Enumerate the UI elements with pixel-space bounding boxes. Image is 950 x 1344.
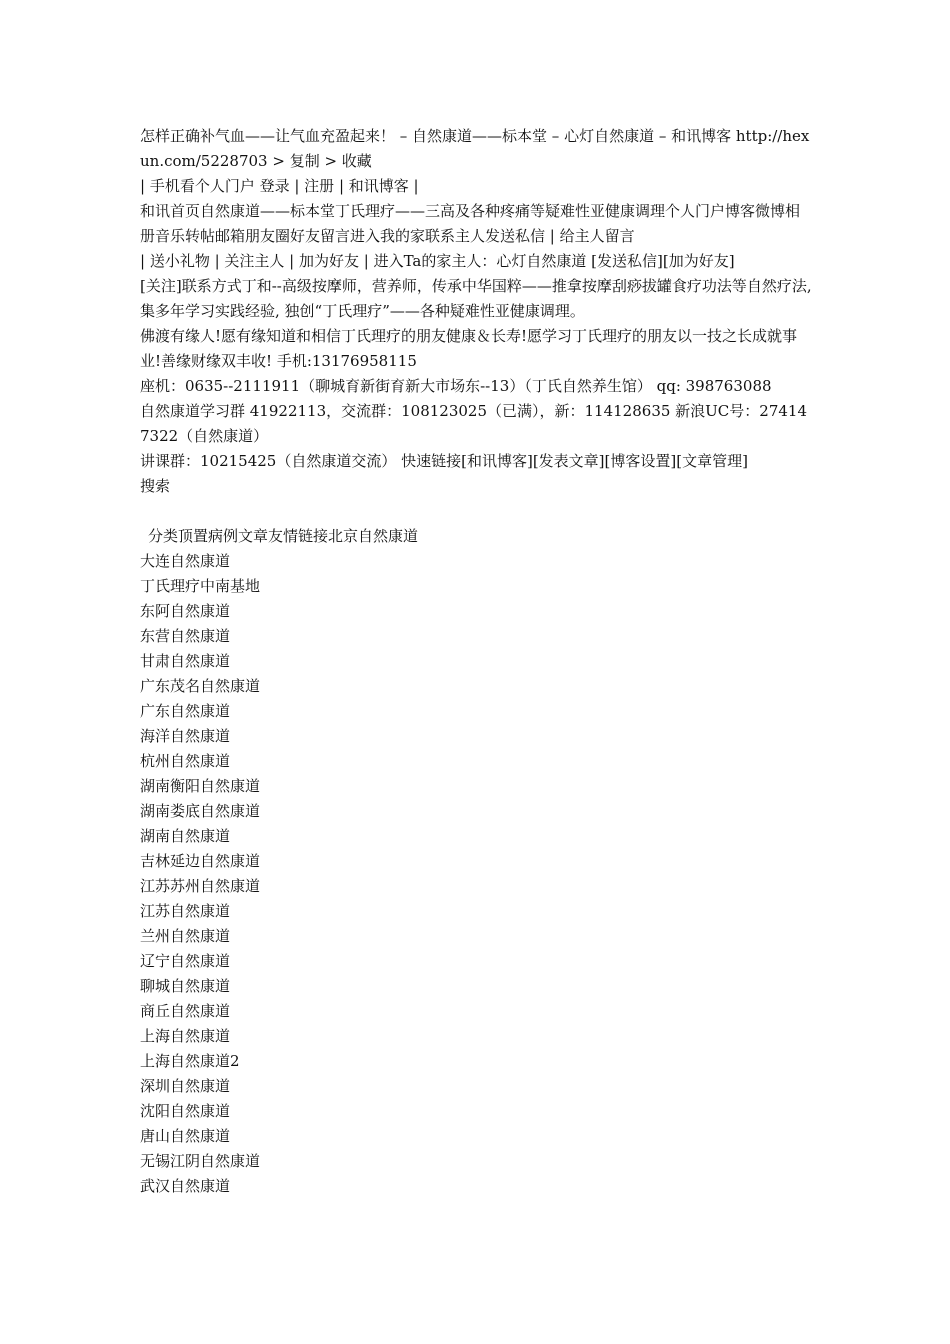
friend-link-item[interactable]: 辽宁自然康道 bbox=[140, 952, 231, 970]
profile-intro: [关注]联系方式丁和--高级按摩师，营养师，传承中华国粹——推拿按摩刮痧拔罐食疗功法等自然疗法,集多年学习实践经验, 独创“丁氏理疗”——各种疑难性亚健康调理。 bbox=[140, 277, 812, 320]
friend-link-item[interactable]: 湖南自然康道 bbox=[140, 827, 231, 845]
friend-link-item[interactable]: 深圳自然康道 bbox=[140, 1077, 231, 1095]
friend-link-item[interactable]: 丁氏理疗中南基地 bbox=[140, 577, 261, 595]
friend-link-item[interactable]: 东阿自然康道 bbox=[140, 602, 231, 620]
friend-link-item[interactable]: 商丘自然康道 bbox=[140, 1002, 231, 1020]
friend-link-item[interactable]: 江苏自然康道 bbox=[140, 902, 231, 920]
friend-link-item[interactable]: 上海自然康道2 bbox=[140, 1052, 240, 1070]
friend-link-item[interactable]: 湖南衡阳自然康道 bbox=[140, 777, 261, 795]
profile-groups: 自然康道学习群 41922113，交流群：108123025（已满），新：114128635 新浪UC号：274147322（自然康道） bbox=[140, 402, 808, 445]
friend-link-item[interactable]: 广东自然康道 bbox=[140, 702, 231, 720]
friend-link-item[interactable]: 江苏苏州自然康道 bbox=[140, 877, 261, 895]
friend-link-item[interactable]: 广东茂名自然康道 bbox=[140, 677, 261, 695]
friend-link-item[interactable]: 大连自然康道 bbox=[140, 552, 231, 570]
friend-link-item[interactable]: 杭州自然康道 bbox=[140, 752, 231, 770]
top-nav[interactable]: | 手机看个人门户 登录 | 注册 | 和讯博客 | bbox=[140, 177, 419, 195]
blank-line bbox=[140, 499, 812, 524]
friend-link-item[interactable]: 东营自然康道 bbox=[140, 627, 231, 645]
friend-link-item[interactable]: 聊城自然康道 bbox=[140, 977, 231, 995]
friend-link-item[interactable]: 武汉自然康道 bbox=[140, 1177, 231, 1195]
profile-phone: 座机：0635--2111911（聊城育新街育新大市场东--13）（丁氏自然养生馆） qq: 398763088 bbox=[140, 377, 772, 395]
sidebar-heading[interactable]: 分类顶置病例文章友情链接北京自然康道 bbox=[148, 527, 419, 545]
friend-link-item[interactable]: 兰州自然康道 bbox=[140, 927, 231, 945]
quick-links[interactable]: 讲课群：10215425（自然康道交流） 快速链接[和讯博客][发表文章][博客设置][文章管理] bbox=[140, 452, 748, 470]
friend-links-list bbox=[140, 549, 812, 1199]
portal-menu[interactable]: 和讯首页自然康道——标本堂丁氏理疗——三高及各种疼痛等疑难性亚健康调理个人门户博客微博相册音乐转帖邮箱朋友圈好友留言进入我的家联系主人发送私信 | 给主人留言 bbox=[140, 202, 801, 245]
friend-link-item[interactable]: 唐山自然康道 bbox=[140, 1127, 231, 1145]
document-page bbox=[140, 124, 812, 1199]
friend-link-item[interactable]: 海洋自然康道 bbox=[140, 727, 231, 745]
search-link[interactable]: 搜索 bbox=[140, 477, 171, 495]
friend-link-item[interactable]: 吉林延边自然康道 bbox=[140, 852, 261, 870]
portal-actions[interactable]: | 送小礼物 | 关注主人 | 加为好友 | 进入Ta的家主人：心灯自然康道 [发送私信][加为好友] bbox=[140, 252, 735, 270]
friend-link-item[interactable]: 沈阳自然康道 bbox=[140, 1102, 231, 1120]
friend-link-item[interactable]: 无锡江阴自然康道 bbox=[140, 1152, 261, 1170]
friend-link-item[interactable]: 湖南娄底自然康道 bbox=[140, 802, 261, 820]
friend-link-item[interactable]: 甘肃自然康道 bbox=[140, 652, 231, 670]
page-title: 怎样正确补气血——让气血充盈起来！ – 自然康道——标本堂 – 心灯自然康道 – 和讯博客 http://hexun.com/5228703 > 复制 > 收藏 bbox=[140, 127, 810, 170]
friend-link-item[interactable]: 上海自然康道 bbox=[140, 1027, 231, 1045]
profile-motto: 佛渡有缘人!愿有缘知道和相信丁氏理疗的朋友健康＆长寿!愿学习丁氏理疗的朋友以一技之长成就事业!善缘财缘双丰收! 手机:13176958115 bbox=[140, 327, 798, 370]
